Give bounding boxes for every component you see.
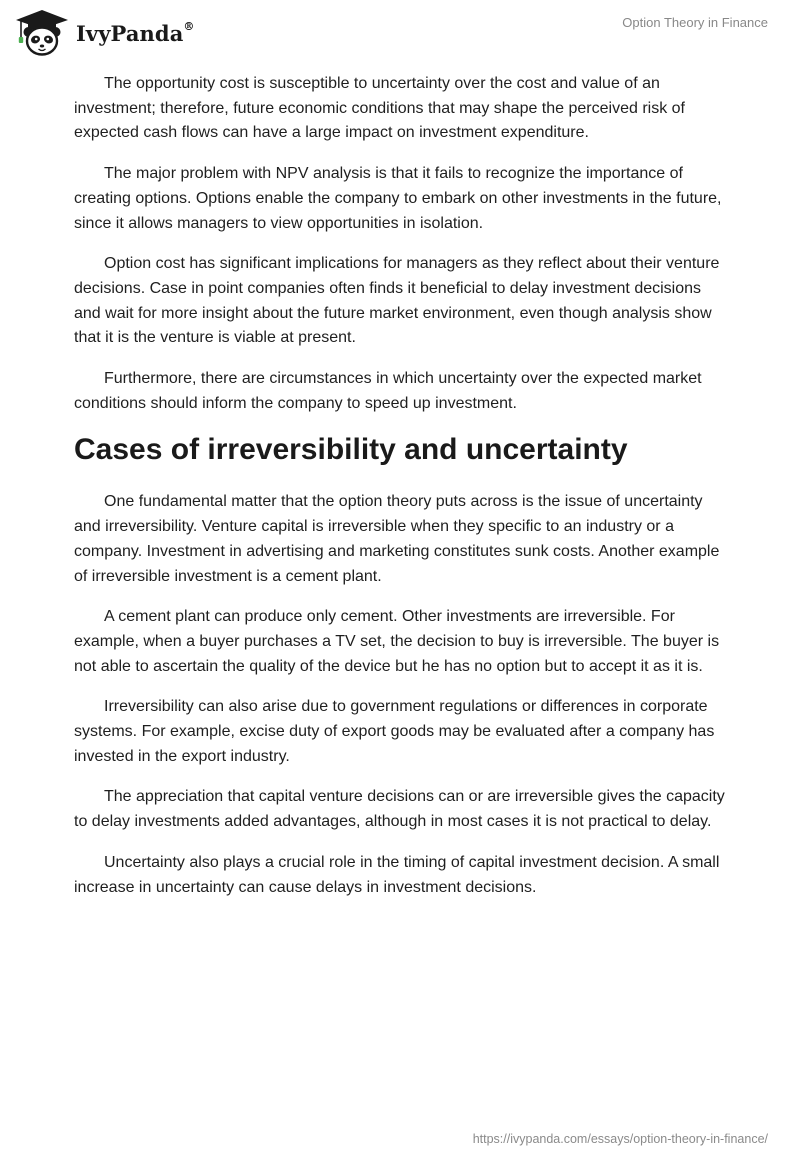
paragraph: Option cost has significant implications for managers as they reflect about their venture decisions. Case in point companies often finds it beneficial to delay investment decisions and wait for more insight about the future market environment, even though analysis show that it is the venture is viable at present. — [74, 255, 720, 347]
brand-name — [76, 21, 195, 46]
paragraph: Uncertainty also plays a crucial role in the timing of capital investment decision. A small increase in uncertainty can cause delays in investment decisions. — [74, 853, 720, 896]
paragraph: Furthermore, there are circumstances in which uncertainty over the expected market conditions should inform the company to speed up investment. — [74, 370, 702, 412]
panda-graduate-icon — [14, 8, 70, 58]
paragraph: Irreversibility can also arise due to government regulations or differences in corporate systems. For example, excise duty of export goods may be evaluated after a company has invested in the export industry. — [74, 698, 715, 765]
paragraph: One fundamental matter that the option theory puts across is the issue of uncertainty and irreversibility. Venture capital is irreversible when they specific to an industry or a company. Investment in advertising and marketing constitutes sunk costs. Another example of irreversible investment is a cement plant. — [74, 493, 720, 585]
paragraph: The appreciation that capital venture decisions can or are irreversible gives the capacity to delay investments added advantages, although in most cases it is not practical to delay. — [74, 788, 725, 831]
paragraph: The major problem with NPV analysis is that it fails to recognize the importance of creating options. Options enable the company to embark on other investments in the future, since it allows managers to view opportunities in isolation. — [74, 165, 722, 232]
paragraph: A cement plant can produce only cement. Other investments are irreversible. For example, when a buyer purchases a TV set, the decision to buy is irreversible. The buyer is not able to ascertain the quality of the device but he has no option but to accept it as it is. — [74, 608, 720, 675]
section-heading: Cases of irreversibility and uncertainty — [74, 433, 628, 467]
page-header — [14, 8, 786, 60]
paragraph: The opportunity cost is susceptible to uncertainty over the cost and value of an investment; therefore, future economic conditions that may shape the perceived risk of expected cash flows can have a large impact on investment expenditure. — [74, 75, 685, 142]
document-title: Option Theory in Finance — [622, 15, 768, 30]
article-body — [74, 72, 726, 916]
source-url[interactable]: https://ivypanda.com/essays/option-theory-in-finance/ — [472, 1132, 768, 1146]
brand-name-text: IvyPanda — [76, 20, 184, 46]
brand-logo[interactable] — [14, 8, 195, 58]
registered-mark: ® — [183, 19, 195, 33]
